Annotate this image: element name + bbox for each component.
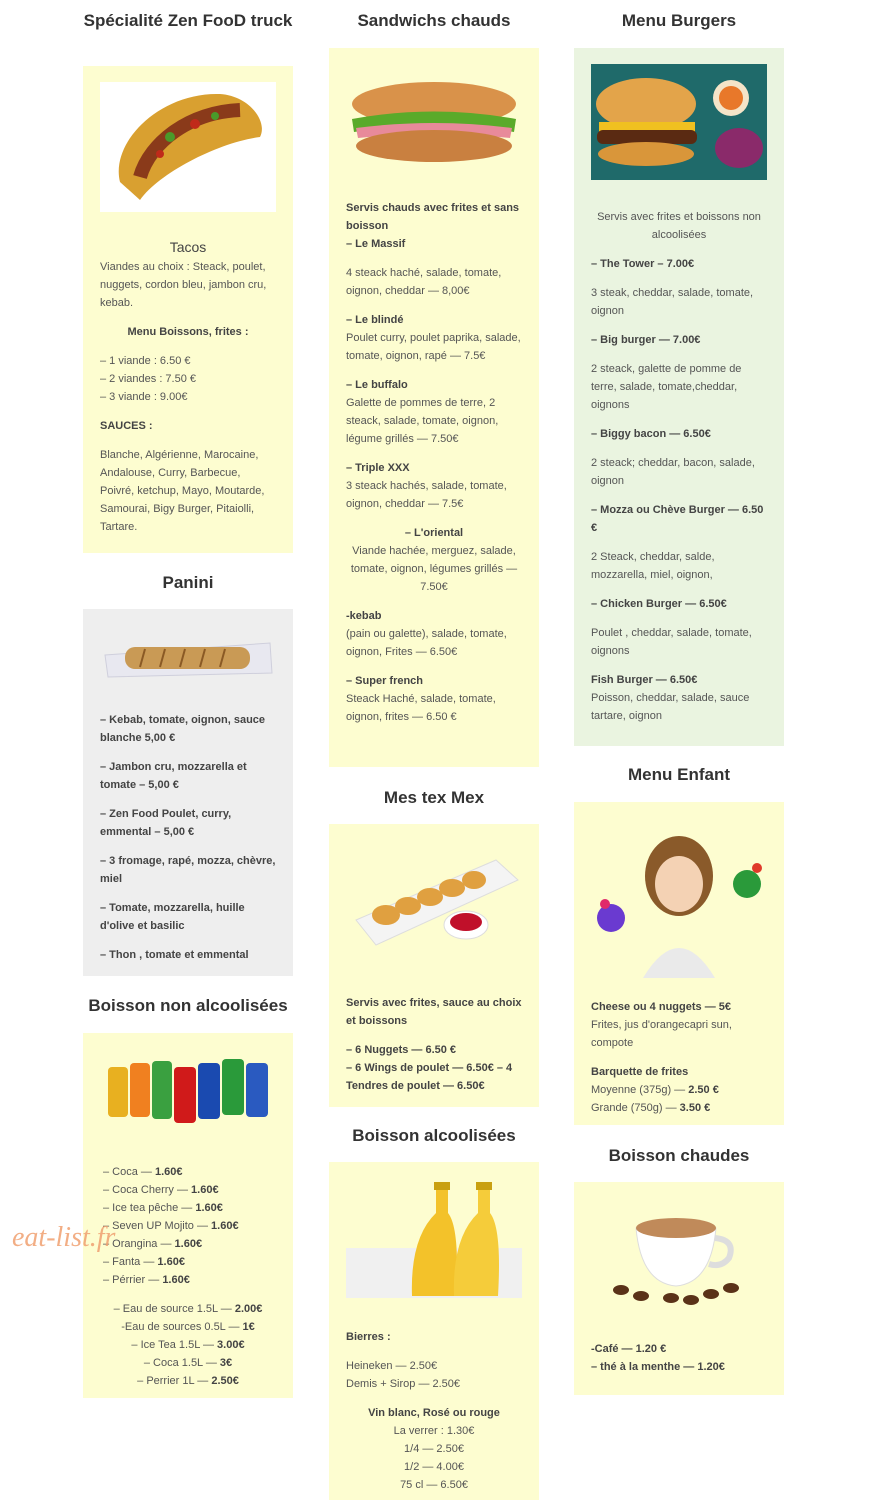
section-title-boisson-non-alcoolisees: Boisson non alcoolisées [88,996,288,1015]
card-menu-enfant [574,802,784,1125]
sandwich-desc: (pain ou galette), salade, tomate, oignon, Frites — 6.50€ [346,628,507,658]
section-title-boisson-alcoolisees: Boisson alcoolisées [352,1126,516,1145]
card-boisson-chaudes [574,1182,784,1395]
card-boisson-alcoolisees [329,1162,539,1500]
sandwich-image [346,64,522,174]
sandwich-name: – Le blindé [346,314,404,326]
burger-intro: Servis avec frites et boissons non alcoolisées [597,211,761,241]
section-title-tex-mex: Mes tex Mex [383,788,485,807]
barquette-moyenne: Moyenne (375g) — 2.50 € [591,1084,719,1096]
sandwich-name: – L'oriental [404,527,464,539]
card-tacos [83,66,293,553]
beer-bottles-image [346,1178,522,1298]
tacos-description: Viandes au choix : Steack, poulet, nuggets, cordon bleu, jambon cru, kebab. [100,261,267,309]
child-image [591,818,767,978]
sandwich-desc: Poulet curry, poulet paprika, salade, tomate, oignon, rapé — 7.5€ [346,332,521,362]
burger-item [591,331,767,414]
panini-image [100,625,276,685]
burger-name: – The Tower – 7.00€ [591,258,695,270]
panini-item: – Kebab, tomate, oignon, sauce blanche 5,00 € [100,714,266,744]
enfant-desc: Frites, jus d'orangecapri sun, compote [591,1019,732,1049]
card-boisson-non-alcoolisees [83,1033,293,1398]
burger-name: – Big burger — 7.00€ [591,334,701,346]
sandwich-desc: Steack Haché, salade, tomate, oignon, frites — 6.50 € [346,693,496,723]
biere-row: Heineken — 2.50€ [346,1360,438,1372]
bieres-label: Bierres : [346,1331,391,1343]
burger-desc: 2 steack; cheddar, bacon, salade, oignon [591,457,755,487]
burger-item [591,501,767,584]
burger-item [591,255,767,320]
enfant-item: Cheese ou 4 nuggets — 5€ [591,1001,731,1013]
panini-item: – 3 fromage, rapé, mozza, chèvre, miel [100,855,276,885]
sandwich-name: – Le Massif [346,238,406,250]
sandwich-desc: 4 steack haché, salade, tomate, oignon, cheddar — 8,00€ [346,267,502,297]
card-burgers [574,48,784,746]
price-line: – 2 viandes : 7.50 € [100,373,197,385]
soft-drink-row: – Pérrier — 1.60€ [103,1274,190,1286]
vin-list [346,1404,522,1494]
nuggets-image [346,840,522,960]
barquette-menu [591,1063,767,1117]
tacos-image [100,82,276,212]
soft-drink-row: – Seven UP Mojito — 1.60€ [103,1220,239,1232]
bottle-row: – Eau de source 1.5L — 2.00€ [113,1303,263,1315]
section-title-boisson-chaudes: Boisson chaudes [608,1146,750,1165]
sandwich-name: – Super french [346,675,424,687]
burger-name: – Chicken Burger — 6.50€ [591,598,727,610]
vin-label: Vin blanc, Rosé ou rouge [368,1407,500,1419]
enfant-menu [591,998,767,1052]
vin-row: 75 cl — 6.50€ [400,1479,468,1491]
soft-drink-row: – Orangina — 1.60€ [103,1238,203,1250]
biere-row: Demis + Sirop — 2.50€ [346,1378,461,1390]
soft-drink-row: – Fanta — 1.60€ [103,1256,185,1268]
boisson-chaudes-list [591,1340,767,1376]
bieres-list [346,1357,522,1393]
barquette-grande: Grande (750g) — 3.50 € [591,1102,711,1114]
section-title-menu-enfant: Menu Enfant [628,765,730,784]
tex-mex-intro: Servis avec frites, sauce au choix et boissons [346,997,522,1027]
section-title-burgers: Menu Burgers [621,11,737,30]
burger-name: – Biggy bacon — 6.50€ [591,428,711,440]
barquette-label: Barquette de frites [591,1066,689,1078]
burger-item [591,595,767,660]
sandwich-item [346,607,522,661]
burger-desc: Poulet , cheddar, salade, tomate, oignons [591,627,752,657]
soda-cans-image [100,1049,276,1129]
menu-boissons-label: Menu Boissons, frites : [127,326,249,338]
cafe-item: -Café — 1.20 € [591,1343,667,1355]
price-line: – 3 viande : 9.00€ [100,391,188,403]
burger-desc: 2 Steack, cheddar, salde, mozzarella, miel, oignon, [591,551,715,581]
panini-item: – Thon , tomate et emmental [100,949,249,961]
soft-drink-row: – Coca — 1.60€ [103,1166,183,1178]
section-title-specialite: Spécialité Zen FooD truck [83,11,293,30]
sandwich-item [346,376,522,448]
burger-desc: 3 steak, cheddar, salade, tomate, oignon [591,287,754,317]
burger-name: Fish Burger — 6.50€ [591,674,698,686]
tex-mex-list [346,1041,522,1095]
burger-name: – Mozza ou Chève Burger — 6.50 € [591,504,764,534]
sandwich-item [346,672,522,726]
bottles-list [100,1300,276,1390]
panini-item: – Jambon cru, mozzarella et tomate – 5,00 € [100,761,247,791]
tacos-name: Tacos [169,239,207,255]
bottle-row: -Eau de sources 0.5L — 1€ [121,1321,255,1333]
panini-item: – Zen Food Poulet, curry, emmental – 5,00 € [100,808,232,838]
burger-desc: 2 steack, galette de pomme de terre, salade, tomate,cheddar, oignons [591,363,742,411]
burger-item [591,671,767,725]
sandwich-name: – Le buffalo [346,379,408,391]
sauces-label: SAUCES : [100,420,153,432]
section-title-sandwichs: Sandwichs chauds [357,11,511,30]
card-tex-mex [329,824,539,1107]
vin-row: La verrer : 1.30€ [393,1425,475,1437]
burger-item [591,425,767,490]
tacos-prices [100,352,276,406]
soft-drink-row: – Ice tea pêche — 1.60€ [103,1202,223,1214]
sandwich-intro: Servis chauds avec frites et sans boisson [346,202,520,232]
vin-row: 1/2 — 4.00€ [404,1461,464,1473]
watermark: eat-list.fr [12,1222,116,1253]
tex-mex-item: – 6 Wings de poulet — 6.50€ – 4 Tendres de poulet — 6.50€ [346,1062,513,1092]
panini-item: – Tomate, mozzarella, huille d'olive et basilic [100,902,245,932]
tex-mex-item: – 6 Nuggets — 6.50 € [346,1044,457,1056]
soft-drink-row: – Coca Cherry — 1.60€ [103,1184,219,1196]
sandwich-item [346,235,522,300]
sandwich-desc: 3 steack hachés, salade, tomate, oignon, cheddar — 7.5€ [346,480,507,510]
sauces-list: Blanche, Algérienne, Marocaine, Andalouse, Curry, Barbecue, Poivré, ketchup, Mayo, Moutarde, Samourai, Bigy Burger, Pitaiolli, Tartare. [100,449,265,533]
bottle-row: – Ice Tea 1.5L — 3.00€ [131,1339,245,1351]
coffee-cup-image [591,1198,767,1308]
card-panini [83,609,293,976]
bottle-row: – Coca 1.5L — 3€ [143,1357,233,1369]
sandwich-desc: Viande hachée, merguez, salade, tomate, oignon, légumes grillés — 7.50€ [350,545,518,593]
card-sandwichs [329,48,539,767]
bottle-row: – Perrier 1L — 2.50€ [137,1375,239,1387]
sandwich-name: – Triple XXX [346,462,410,474]
sandwich-desc: Galette de pommes de terre, 2 steack, salade, tomate, oignon, légume grillés — 7.50€ [346,397,499,445]
burger-image [591,64,767,180]
price-line: – 1 viande : 6.50 € [100,355,191,367]
sandwich-item [346,459,522,513]
soft-drinks-list [100,1163,276,1289]
section-title-panini: Panini [162,573,214,592]
sandwich-name: -kebab [346,610,382,622]
vin-row: 1/4 — 2.50€ [404,1443,464,1455]
sandwich-item [346,524,522,596]
the-item: – thé à la menthe — 1.20€ [591,1361,725,1373]
sandwich-item [346,311,522,365]
burger-desc: Poisson, cheddar, salade, sauce tartare, oignon [591,692,750,722]
